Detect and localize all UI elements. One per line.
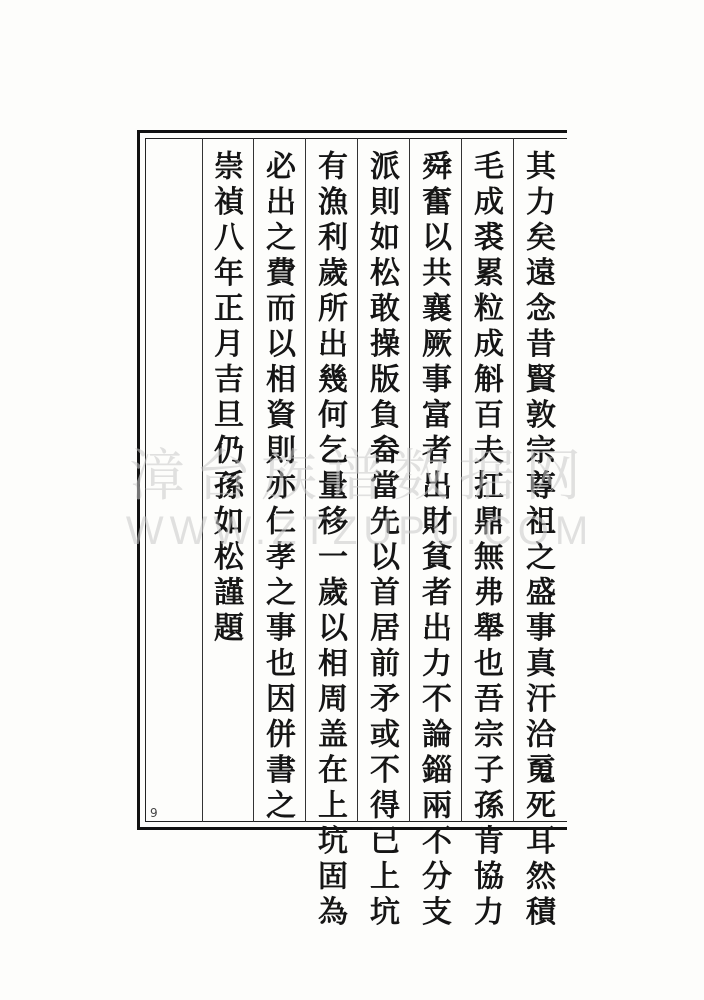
text-column-4: 派則如松敢操版負畚當先以首居前矛或不得已上坑	[364, 150, 399, 931]
page-number: 9	[150, 806, 158, 820]
column-rule	[202, 138, 203, 822]
column-rule	[357, 138, 358, 822]
text-column-7: 崇禎八年正月吉旦仍孫如松謹題	[208, 150, 243, 647]
text-column-2: 毛成裘累粒成斛百夫扛鼎無弗舉也吾宗子孫肯協力	[468, 150, 503, 931]
watermark-chinese: 漳台族谱数据网	[129, 444, 591, 509]
column-rule	[305, 138, 306, 822]
column-rule	[513, 138, 514, 822]
column-rule	[461, 138, 462, 822]
column-rule	[409, 138, 410, 822]
text-column-6: 必出之費而以相資則亦仁孝之事也因併書之	[260, 150, 295, 825]
text-column-1: 其力矣遠念昔賢敦宗尊祖之盛事真汗洽䰟死耳然積	[520, 150, 555, 931]
text-column-3: 舜奮以共襄厥事富者出財貧者出力不論錙兩不分支	[416, 150, 451, 931]
text-column-5: 有漁利歲所出幾何乞量移一歲以相周盖在上坑固為	[312, 150, 347, 931]
column-rule	[253, 138, 254, 822]
watermark-url: WWW.ZTZUPU.COM	[125, 509, 595, 553]
